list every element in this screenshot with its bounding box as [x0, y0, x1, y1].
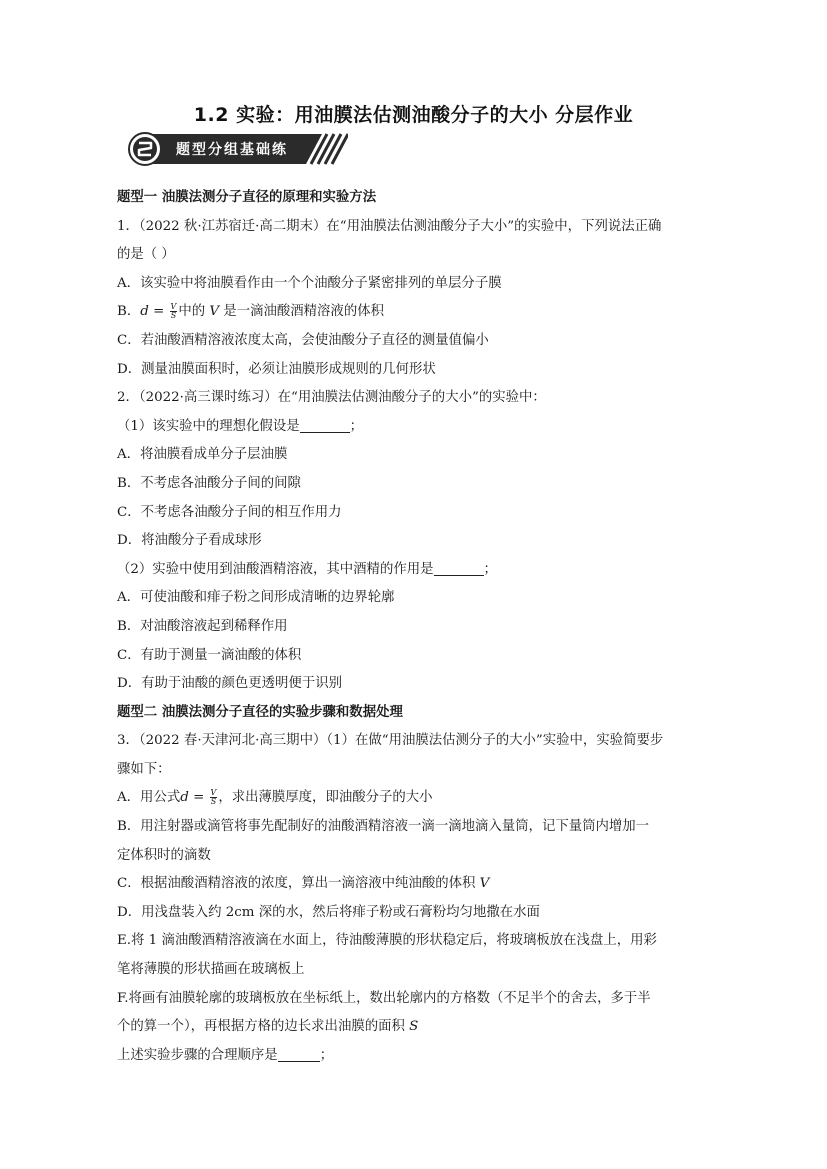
q3-order-end: ；: [319, 1047, 334, 1063]
banner-label: 题型分组基础练: [176, 142, 288, 158]
section-banner: [126, 132, 348, 166]
fraction-numerator: V: [210, 788, 217, 798]
fraction-denominator: S: [170, 311, 177, 321]
q3-step-a-prefix: A．用公式: [117, 790, 181, 806]
q2-part2-option-a: A．可使油酸和痱子粉之间形成清晰的边界轮廓: [117, 590, 395, 606]
formula-d: d: [140, 304, 149, 320]
fraction-numerator: V: [170, 302, 177, 312]
q3-step-d: D．用浅盘装入约 2cm 深的水，然后将痱子粉或石膏粉均匀地撒在水面: [117, 904, 540, 920]
q3-step-a-suffix: ，求出薄膜厚度，即油酸分子的大小: [218, 790, 433, 806]
q3-step-e-line2: 笔将薄膜的形状描画在玻璃板上: [117, 962, 305, 978]
formula-fraction: [170, 303, 178, 320]
variable-v: V: [209, 304, 220, 320]
formula-fraction: [210, 789, 218, 806]
worksheet-content: [117, 184, 707, 1070]
q2-part1-option-a: A．将油膜看成单分子层油膜: [117, 447, 288, 463]
fraction-denominator: S: [210, 797, 217, 807]
q3-step-c-text: C．根据油酸酒精溶液的浓度，算出一滴溶液中纯油酸的体积: [117, 876, 480, 892]
q2-part2-option-b: B．对油酸溶液起到稀释作用: [117, 618, 288, 634]
q2-part1-end: ；: [349, 418, 363, 434]
q1-option-b: [117, 298, 707, 327]
q1-option-b-mid: 中的: [178, 304, 210, 320]
q3-step-b-line1: B．用注射器或滴管将事先配制好的油酸酒精溶液一滴一滴地滴入量筒，记下量筒内增加一: [117, 819, 650, 835]
q3-order-text: 上述实验步骤的合理顺序是: [117, 1047, 278, 1063]
answer-blank[interactable]: [300, 417, 350, 433]
q2-part2-option-d: D．有助于油酸的颜色更透明便于识别: [117, 676, 342, 692]
formula-d: d: [180, 790, 189, 806]
q3-step-f-line1: F.将画有油膜轮廓的玻璃板放在坐标纸上，数出轮廓内的方格数（不足半个的舍去，多于半: [117, 990, 651, 1006]
q3-step-a: [117, 784, 707, 813]
q2-part1: [117, 413, 707, 442]
q2-part2-option-c: C．有助于测量一滴油酸的体积: [117, 647, 302, 663]
q2-part1-text: （1）该实验中的理想化假设是: [117, 418, 300, 434]
section-heading-2: 题型二 油膜法测分子直径的实验步骤和数据处理: [117, 704, 403, 720]
q2-part2: [117, 556, 707, 585]
page-title: 1.2 实验：用油膜法估测油酸分子的大小 分层作业: [193, 104, 634, 126]
q2-stem: 2．（2022·高三课时练习）在“用油膜法估测油酸分子的大小”的实验中：: [117, 390, 546, 406]
answer-blank[interactable]: [278, 1046, 320, 1062]
q3-step-b-line2: 定体积时的滴数: [117, 847, 211, 863]
q2-part1-option-b: B．不考虑各油酸分子间的间隙: [117, 475, 301, 491]
q1-option-d: D．测量油膜面积时，必须让油膜形成规则的几何形状: [117, 361, 436, 377]
q1-option-b-prefix: B．: [117, 304, 141, 320]
q2-part1-option-c: C．不考虑各油酸分子间的相互作用力: [117, 504, 342, 520]
q1-option-a: A．该实验中将油膜看作由一个个油酸分子紧密排列的单层分子膜: [117, 275, 502, 291]
formula-eq: =: [148, 304, 169, 320]
q3-order: [117, 1042, 707, 1071]
q1-stem-line2: 的是（ ）: [117, 247, 175, 263]
q3-step-f-line2: [117, 1013, 707, 1042]
answer-blank[interactable]: [434, 560, 484, 576]
formula-eq: =: [188, 790, 209, 806]
q3-step-c: [117, 870, 707, 899]
q1-stem-line1: 1．（2022 秋·江苏宿迁·高二期末）在“用油膜法估测油酸分子大小”的实验中，下列说法正确: [117, 218, 662, 234]
q3-stem-line1: 3．（2022 春·天津河北·高三期中）（1）在做“用油膜法估测分子的大小”实验中，实验简要步: [117, 733, 664, 749]
q3-step-e-line1: E.将 1 滴油酸酒精溶液滴在水面上，待油酸薄膜的形状稳定后，将玻璃板放在浅盘上，用彩: [117, 933, 657, 949]
variable-v: V: [479, 876, 490, 892]
q2-part1-option-d: D．将油酸分子看成球形: [117, 533, 262, 549]
q3-stem-line2: 骤如下：: [117, 761, 171, 777]
variable-s: S: [409, 1019, 419, 1035]
section-heading-1: 题型一 油膜法测分子直径的原理和实验方法: [117, 190, 377, 205]
q2-part2-text: （2）实验中使用到油酸酒精溶液，其中酒精的作用是: [117, 561, 434, 577]
q1-option-c: C．若油酸酒精溶液浓度太高，会使油酸分子直径的测量值偏小: [117, 332, 489, 348]
q2-part2-end: ；: [483, 561, 497, 577]
q1-option-b-suffix: 是一滴油酸酒精溶液的体积: [219, 304, 384, 320]
q3-step-f-text: 个的算一个），再根据方格的边长求出油膜的面积: [117, 1019, 410, 1035]
